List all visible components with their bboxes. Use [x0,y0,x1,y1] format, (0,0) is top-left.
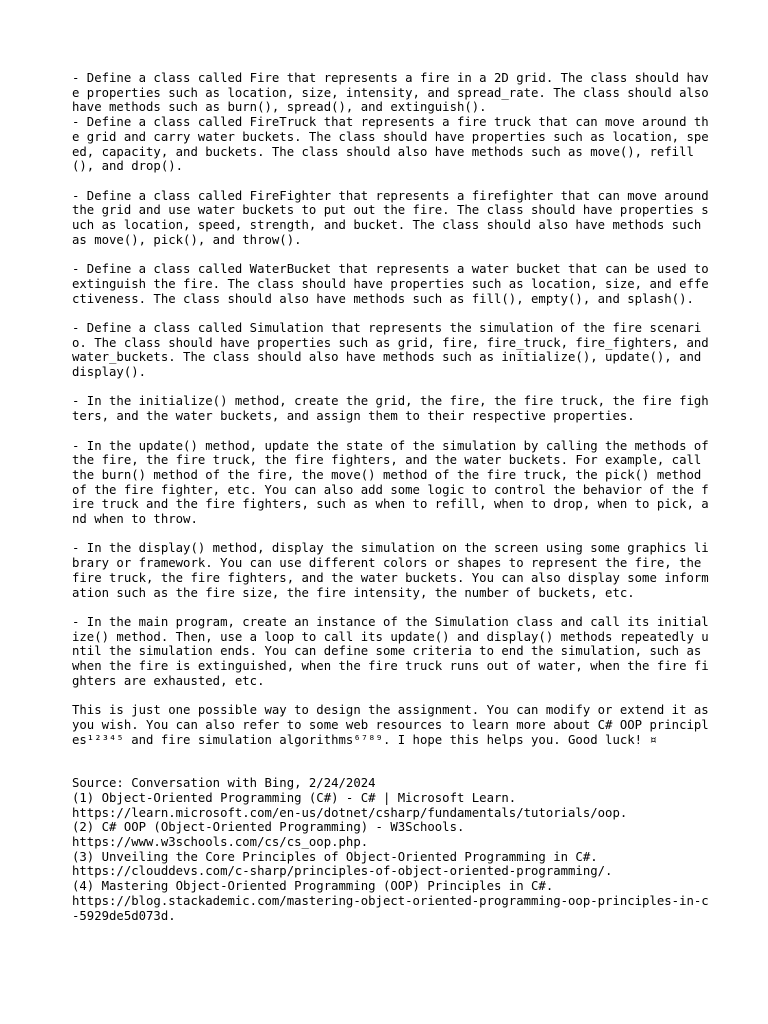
source-title-4: (4) Mastering Object-Oriented Programming (OOP) Principles in C#. [72,879,554,894]
paragraph-waterbucket-class: - Define a class called WaterBucket that represents a water bucket that can be used to extinguish the fire. The class should have properties such as location, size, and effectiveness. The class should also have methods such as fill(), empty(), and splash(). [72,262,717,306]
paragraph-display-method: - In the display() method, display the simulation on the screen using some graphics library or framework. You can use different colors or shapes to represent the fire, the fire truck, the fire fighters, and the water buckets. You can also display some information such as the fire size, the fire intensity, the number of buckets, etc. [72,541,709,600]
source-title-1: (1) Object-Oriented Programming (C#) - C# | Microsoft Learn. [72,790,517,805]
paragraph-initialize-method: - In the initialize() method, create the grid, the fire, the fire truck, the fire fighters, and the water buckets, and assign them to their respective properties. [72,394,709,424]
source-link-2[interactable]: https://www.w3schools.com/cs/cs_oop.php. [72,835,369,850]
paragraph-update-method: - In the update() method, update the state of the simulation by calling the methods of the fire, the fire truck, the fire fighters, and the water buckets. For example, call the burn() method of the fire, the move() method of the fire truck, the pick() method of the fire fighter, etc. You can also add some logic to control the behavior of the fire truck and the fire fighters, such as when to refill, when to drop, when to pick, and when to throw. [72,438,717,527]
document-body [72,71,717,923]
paragraph-firetruck-class: - Define a class called FireTruck that represents a fire truck that can move around the grid and carry water buckets. The class should have properties such as location, speed, capacity, and buckets. The class should also have methods such as move(), refill(), and drop(). [72,115,709,174]
source-link-1[interactable]: https://learn.microsoft.com/en-us/dotnet/csharp/fundamentals/tutorials/oop. [72,805,628,820]
source-link-3[interactable]: https://clouddevs.com/c-sharp/principles-of-object-oriented-programming/. [72,864,613,879]
source-link-4[interactable]: https://blog.stackademic.com/mastering-object-oriented-programming-oop-principles-in-c-5929de5d073d. [72,893,709,923]
paragraph-closing-note: This is just one possible way to design the assignment. You can modify or extend it as you wish. You can also refer to some web resources to learn more about C# OOP principles¹²³⁴⁵ and fire simulation algorithms⁶⁷⁸⁹. I hope this helps you. Good luck! ¤ [72,703,717,747]
paragraph-simulation-class: - Define a class called Simulation that represents the simulation of the fire scenario. The class should have properties such as grid, fire, fire_truck, fire_fighters, and water_buckets. The class should also have methods such as initialize(), update(), and display(). [72,320,717,380]
paragraph-fire-class: - Define a class called Fire that represents a fire in a 2D grid. The class should have properties such as location, size, intensity, and spread_rate. The class should also have methods such as burn(), spread(), and extinguish(). [72,71,717,115]
paragraph-firefighter-class: - Define a class called FireFighter that represents a firefighter that can move around the grid and use water buckets to put out the fire. The class should have properties such as location, speed, strength, and bucket. The class should also have methods such as move(), pick(), and throw(). [72,188,717,247]
source-title-2: (2) C# OOP (Object-Oriented Programming) - W3Schools. [72,820,465,835]
paragraph-main-program: - In the main program, create an instance of the Simulation class and call its initialize() method. Then, use a loop to call its update() and display() methods repeatedly until the simulation ends. You can define some criteria to end the simulation, such as when the fire is extinguished, when the fire truck runs out of water, when the fire fighters are exhausted, etc. [72,614,709,688]
source-header: Source: Conversation with Bing, 2/24/2024 [72,776,376,791]
sources-section [72,776,712,923]
source-title-3: (3) Unveiling the Core Principles of Object-Oriented Programming in C#. [72,849,598,864]
